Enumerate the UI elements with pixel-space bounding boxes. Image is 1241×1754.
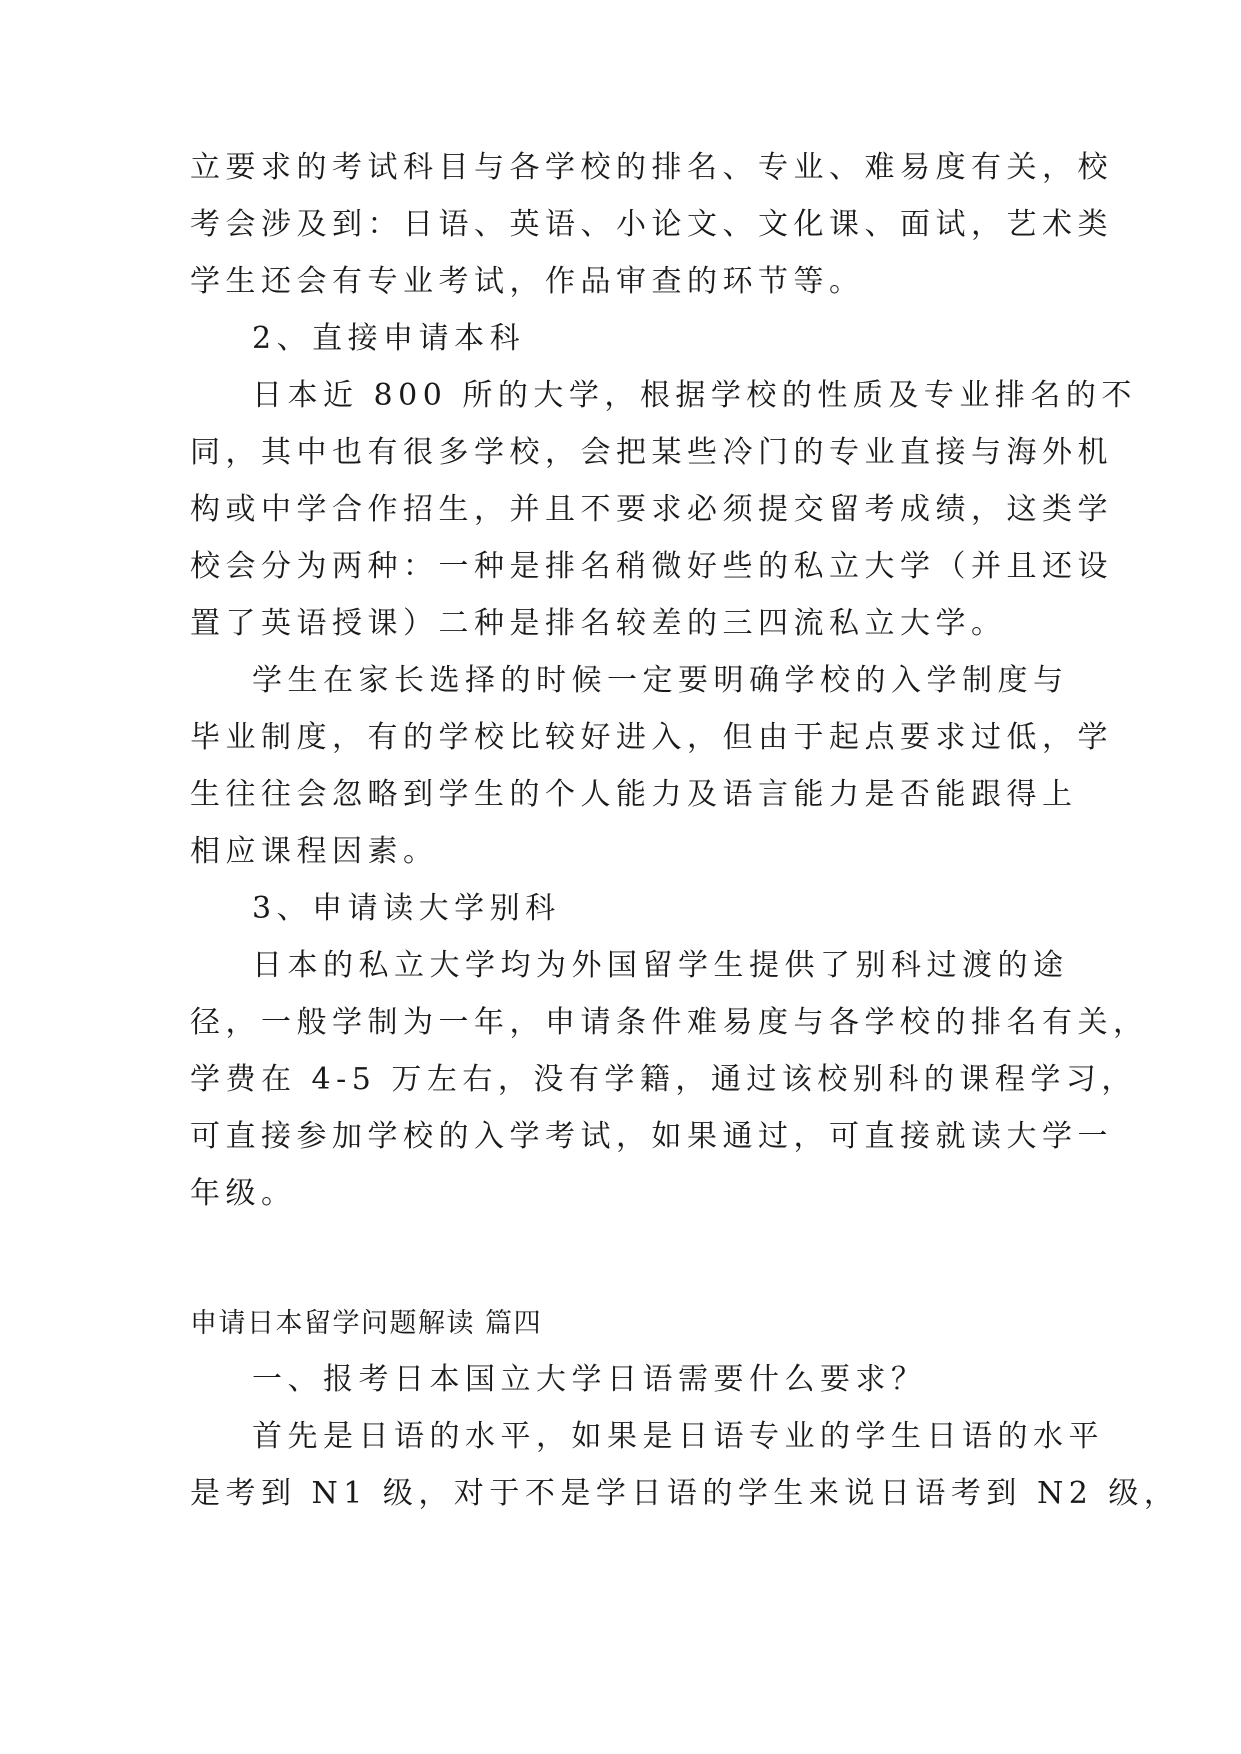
paragraph-line: 生往往会忽略到学生的个人能力及语言能力是否能跟得上 [190,777,1078,812]
paragraph-line: 构或中学合作招生，并且不要求必须提交留考成绩，这类学 [190,492,1113,527]
paragraph-line: 置了英语授课）二种是排名较差的三四流私立大学。 [190,606,1007,641]
paragraph-line: 相应课程因素。 [190,834,439,869]
paragraph-line: 年级。 [190,1176,297,1211]
paragraph-line: 毕业制度，有的学校比较好进入，但由于起点要求过低，学 [190,720,1113,755]
paragraph-line: 首先是日语的水平，如果是日语专业的学生日语的水平 [252,1419,1104,1454]
paragraph-line: 立要求的考试科目与各学校的排名、专业、难易度有关，校 [190,150,1113,185]
paragraph-line: 日本的私立大学均为外国留学生提供了别科过渡的途 [252,948,1069,983]
paragraph-line: 学费在 4-5 万左右，没有学籍，通过该校别科的课程学习， [190,1062,1137,1097]
paragraph-line: 学生还会有专业考试，作品审查的环节等。 [190,264,865,299]
paragraph-line: 日本近 800 所的大学，根据学校的性质及专业排名的不 [252,378,1137,413]
paragraph-line: 考会涉及到：日语、英语、小论文、文化课、面试，艺术类 [190,207,1113,242]
paragraph-line: 学生在家长选择的时候一定要明确学校的入学制度与 [252,663,1069,698]
paragraph-line: 同，其中也有很多学校，会把某些冷门的专业直接与海外机 [190,435,1113,470]
section-heading: 2、直接申请本科 [252,321,526,356]
article-heading: 申请日本留学问题解读 篇四 [190,1308,543,1339]
section-heading: 一、报考日本国立大学日语需要什么要求？ [252,1362,927,1397]
paragraph-line: 校会分为两种：一种是排名稍微好些的私立大学（并且还设 [190,549,1113,584]
paragraph-line: 可直接参加学校的入学考试，如果通过，可直接就读大学一 [190,1119,1113,1154]
paragraph-line: 是考到 N1 级，对于不是学日语的学生来说日语考到 N2 级， [190,1476,1180,1511]
paragraph-line: 径，一般学制为一年，申请条件难易度与各学校的排名有关， [190,1005,1149,1040]
section-heading: 3、申请读大学别科 [252,891,561,926]
